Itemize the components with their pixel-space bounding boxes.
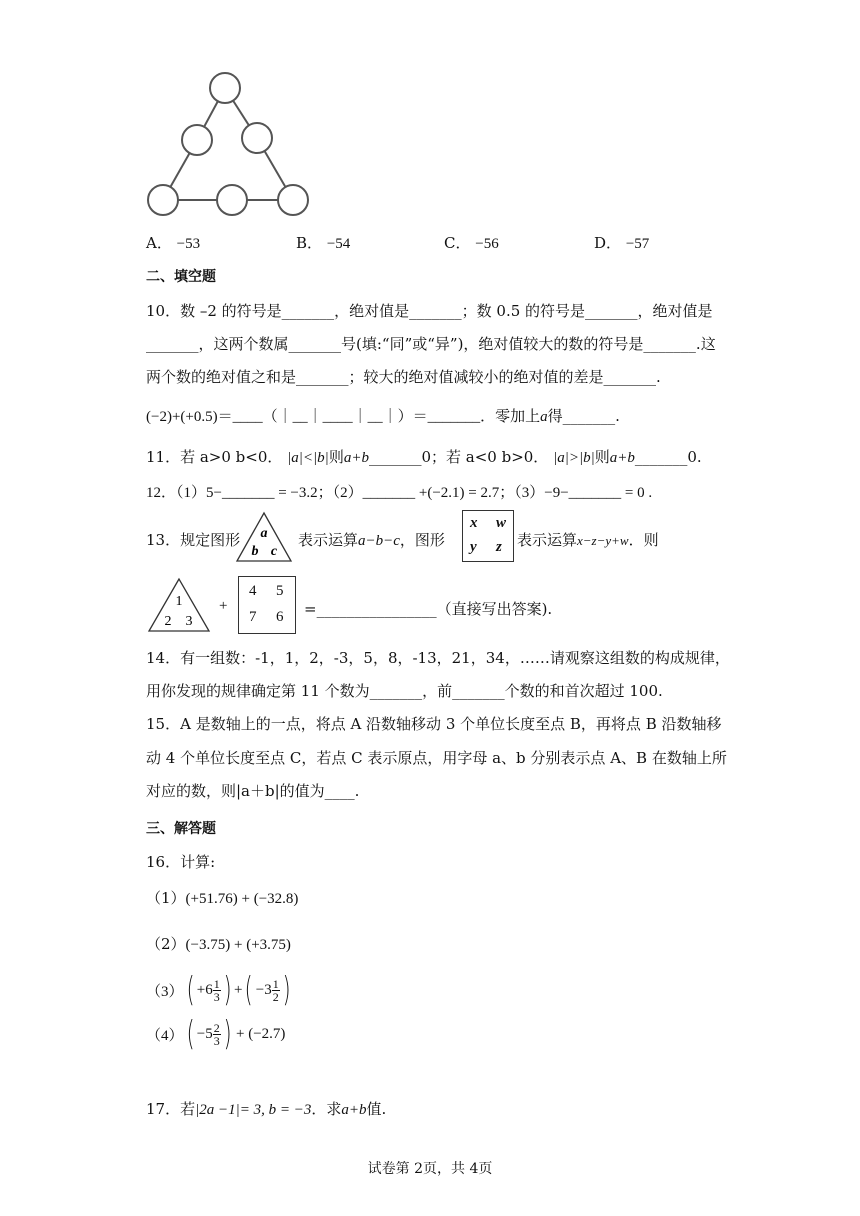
q13-prefix: 13．规定图形 [146, 531, 241, 549]
q16-item1: （1）(+51.76) + (−32.8) [146, 889, 299, 907]
tri-number: 3 [185, 614, 193, 629]
q11-line: 11．若 a>0 b<0． |a|<|b|则a+b_______0；若 a<0 b>0． |a|>|b|则a+b_______0. [146, 448, 702, 466]
sq-number: 6 [276, 609, 284, 625]
sq-number: 7 [249, 609, 257, 625]
figure-circle [217, 185, 247, 215]
section-fill-in-title: 二、填空题 [146, 269, 216, 285]
choice-b: B． −54 [296, 234, 351, 252]
choice-a: A． −53 [146, 234, 201, 252]
figure-circle [242, 123, 272, 153]
choice-d: D． −57 [594, 234, 650, 252]
tri-letter: b [251, 544, 259, 559]
q13-op2: 表示运算x−z−y+w．则 [517, 531, 659, 549]
q13-square-example [238, 576, 296, 634]
q10-line4: (−2)+(+0.5)＝____（｜__｜____｜__｜）＝_______．零加上a得_______. [146, 407, 620, 425]
q17-line: 17．若|2a −1|= 3, b = −3．求a+b值. [146, 1100, 387, 1118]
tri-letter: c [270, 544, 278, 559]
page-footer: 试卷第 2页，共 4页 [367, 1161, 493, 1177]
q15-line2: 动 4 个单位长度至点 C，若点 C 表示原点，用字母 a、b 分别表示点 A、B 在数轴上所 [146, 749, 727, 767]
sq-letter: x [470, 515, 478, 531]
q14-line1: 14．有一组数：-1，1，2，-3，5，8，-13，21，34，……请观察这组数的构成规律， [146, 649, 730, 667]
q10-line1: 10．数 –2 的符号是_______，绝对值是_______；数 0.5 的符号是_______，绝对值是 [146, 302, 713, 320]
q16-title: 16．计算: [146, 853, 216, 871]
q13-answer: =________________（直接写出答案). [304, 600, 553, 618]
q13-triangle-example [146, 576, 212, 634]
figure-circle [148, 185, 178, 215]
figure-circle [182, 125, 212, 155]
q10-line2: _______，这两个数属_______号(填:“同”或“异”)，绝对值较大的数的符号是_______.这 [146, 335, 716, 353]
figure-circle [210, 73, 240, 103]
q13-op1: 表示运算a−b−c，图形 [298, 531, 445, 549]
section-solve-title: 三、解答题 [146, 821, 216, 837]
choice-c: C． −56 [444, 234, 499, 252]
tri-number: 1 [175, 594, 183, 609]
q13-triangle-legend [234, 510, 294, 564]
q13-plus: + [219, 598, 228, 614]
q16-item4: （4） ( −5 $\frac{2}{3}$ ) + (−2.7) [146, 1014, 286, 1054]
triangle-circle-figure [140, 70, 315, 220]
sq-number: 5 [276, 583, 284, 599]
sq-number: 4 [249, 583, 257, 599]
q15-line1: 15．A 是数轴上的一点，将点 A 沿数轴移动 3 个单位长度至点 B，再将点 B 沿数轴移 [146, 715, 722, 733]
q10-line3: 两个数的绝对值之和是_______；较大的绝对值减较小的绝对值的差是_______. [146, 368, 661, 386]
tri-number: 2 [164, 614, 172, 629]
tri-letter: a [260, 526, 268, 541]
figure-circle [278, 185, 308, 215]
q15-line3: 对应的数，则|a＋b|的值为____. [146, 782, 360, 800]
sq-letter: w [496, 515, 507, 531]
q16-item2: （2）(−3.75) + (+3.75) [146, 935, 291, 953]
q13-square-legend [462, 510, 514, 562]
q12-line: 12．（1）5−_______ = −3.2；（2）_______ +(−2.1) = 2.7；（3）−9−_______ = 0 . [146, 485, 653, 501]
q14-line2: 用你发现的规律确定第 11 个数为_______，前_______个数的和首次超过 100. [146, 682, 663, 700]
sq-letter: z [496, 539, 502, 555]
q16-item3: （3） ( +6 $\frac{1}{3}$ ) + ( −3 $\frac{1}{2}$ ) [146, 970, 291, 1010]
sq-letter: y [470, 539, 477, 555]
